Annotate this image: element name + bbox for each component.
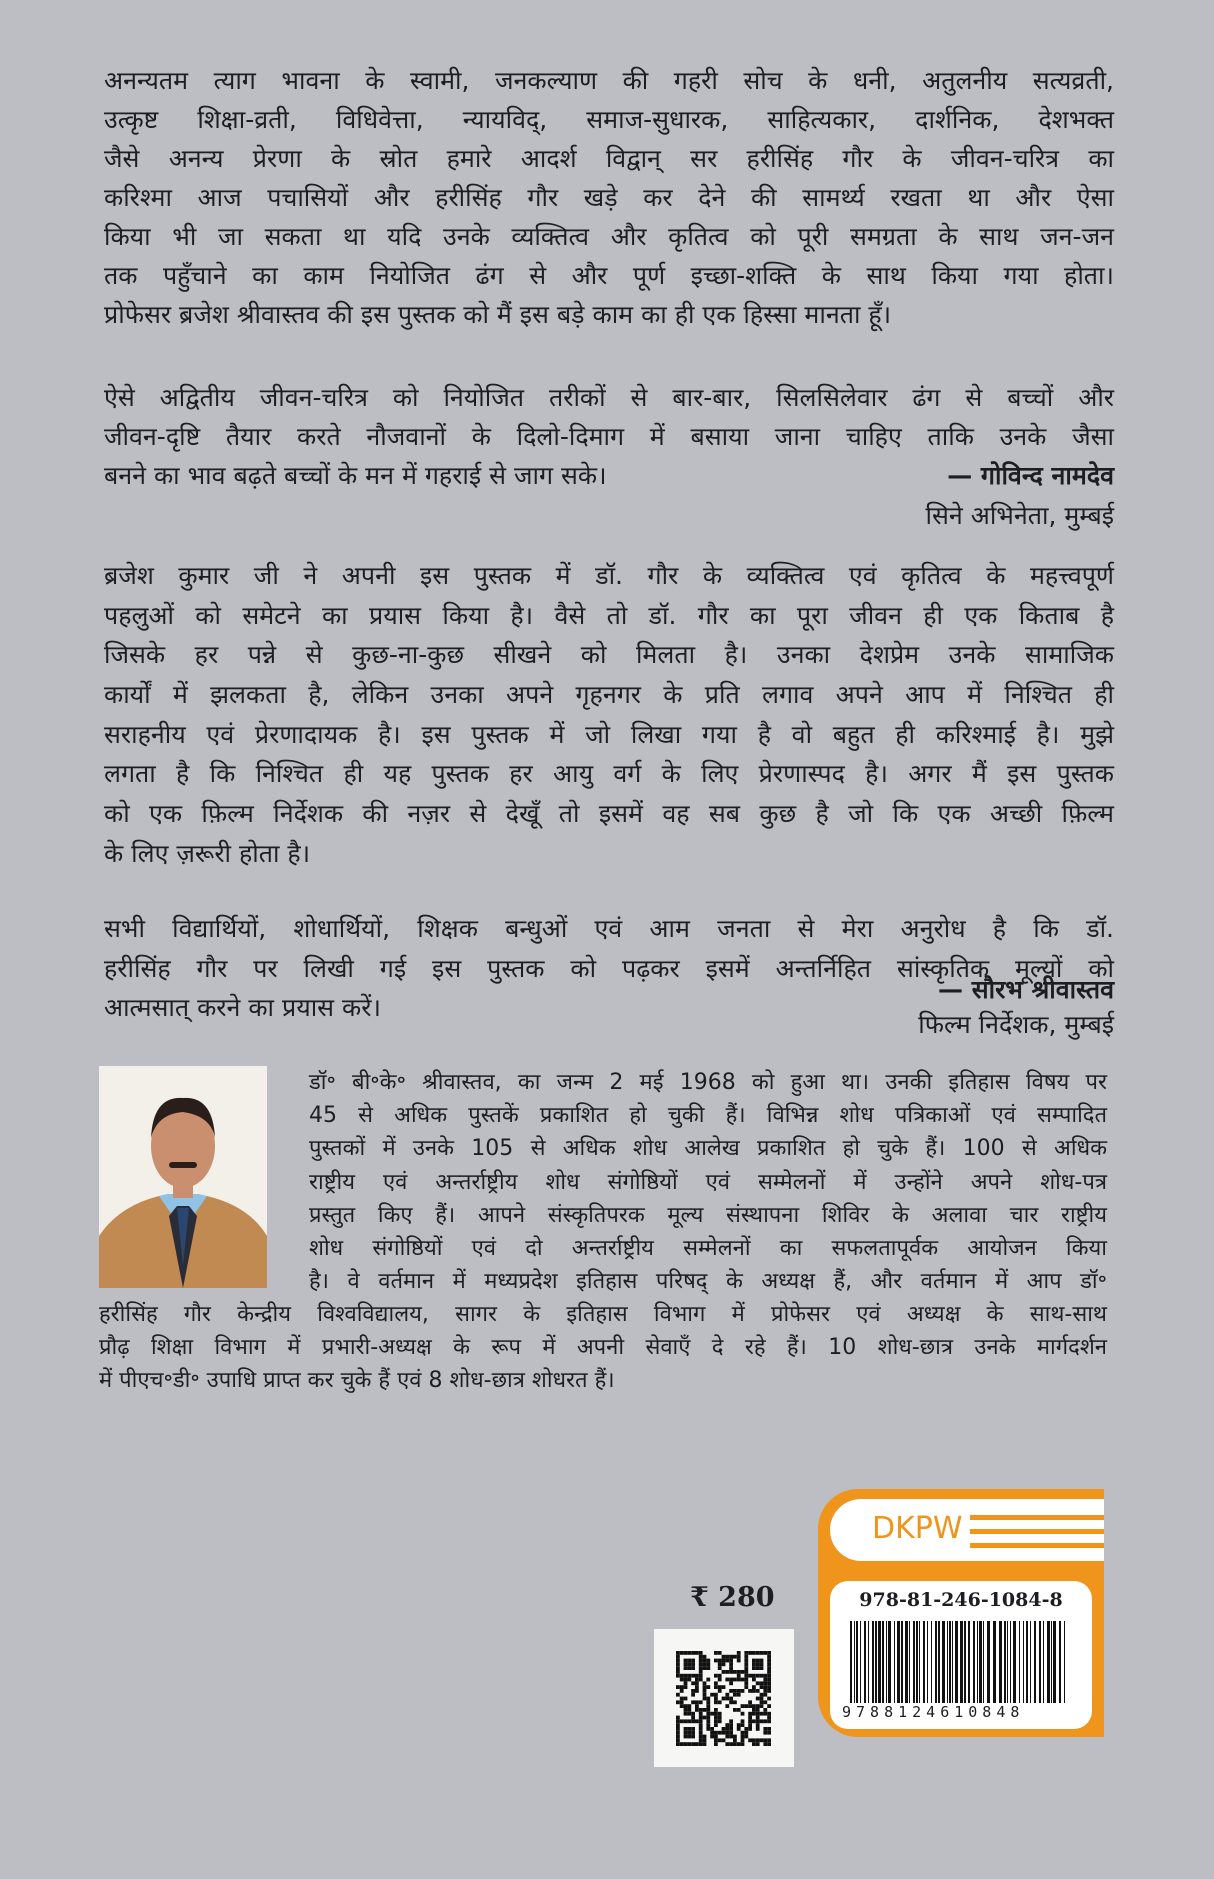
review-2-para-1 xyxy=(104,556,1114,874)
text-line: के लिए ज़रूरी होता है। xyxy=(104,838,311,868)
barcode-bars xyxy=(850,1621,1072,1703)
barcode xyxy=(830,1581,1092,1729)
barcode-digits: 9788124610848 xyxy=(842,1703,1025,1721)
text-line: प्रोफेसर ब्रजेश श्रीवास्तव की इस पुस्तक को मैं इस बड़े काम का ही एक हिस्सा मानता हूँ। xyxy=(104,300,892,329)
text-line: अनन्यतम त्याग भावना के स्वामी, जनकल्याण की गहरी सोच के धनी, अतुलनीय सत्यव्रती, xyxy=(104,66,1114,95)
text-line: को एक फ़िल्म निर्देशक की नज़र से देखूँ तो इसमें वह सब कुछ है जो कि एक अच्छी फ़िल्म xyxy=(104,799,1114,829)
publisher-logo xyxy=(830,1499,1104,1561)
text-line: 45 से अधिक पुस्तकें प्रकाशित हो चुकी हैं। विभिन्न शोध पत्रिकाओं एवं सम्पादित xyxy=(309,1103,1107,1129)
text-line: जीवन-दृष्टि तैयार करते नौजवानों के दिलो-दिमाग में बसाया जाना चाहिए ताकि उनके जैसा xyxy=(104,422,1114,451)
text-line: जिसके हर पन्ने से कुछ-ना-कुछ सीखने को मिलता है। उनका देशप्रेम उनके सामाजिक xyxy=(104,640,1114,670)
text-line: पहलुओं को समेटने का प्रयास किया है। वैसे तो डॉ. गौर का पूरा जीवन ही एक किताब है xyxy=(104,600,1114,630)
text-line: लगता है कि निश्चित ही यह पुस्तक हर आयु वर्ग के लिए प्रेरणास्पद है। अगर मैं इस पुस्तक xyxy=(104,759,1114,789)
logo-line xyxy=(970,1529,1104,1534)
text-line: प्रस्तुत किए हैं। आपने संस्कृतिपरक मूल्य संस्थापना शिविर के अलावा चार राष्ट्रीय xyxy=(309,1202,1107,1228)
text-line: किया भी जा सकता था यदि उनके व्यक्तित्व और कृतित्व को पूरी समग्रता के साथ जन-जन xyxy=(104,222,1114,251)
author-bio-top xyxy=(309,1066,1107,1298)
text-line: सभी विद्यार्थियों, शोधार्थियों, शिक्षक बन्धुओं एवं आम जनता से मेरा अनुरोध है कि डॉ. xyxy=(104,914,1114,943)
review-1-para-1 xyxy=(104,61,1114,334)
text-line: शोध संगोष्ठियों एवं दो अन्तर्राष्ट्रीय सम्मेलनों का सफलतापूर्वक आयोजन किया xyxy=(309,1235,1107,1261)
text-line: ऐसे अद्वितीय जीवन-चरित्र को नियोजित तरीकों से बार-बार, सिलसिलेवार ढंग से बच्चों और xyxy=(104,383,1114,412)
price: ₹ 280 xyxy=(690,1582,775,1613)
review-2-role: फिल्म निर्देशक, मुम्बई xyxy=(918,1010,1114,1039)
text-line: डॉ॰ बी॰के॰ श्रीवास्तव, का जन्म 2 मई 1968 को हुआ था। उनकी इतिहास विषय पर xyxy=(309,1070,1107,1095)
text-line: है। वे वर्तमान में मध्यप्रदेश इतिहास परिषद् के अध्यक्ष हैं, और वर्तमान में आप डॉ॰ xyxy=(309,1269,1107,1295)
text-line: में पीएच॰डी॰ उपाधि प्राप्त कर चुके हैं एवं 8 शोध-छात्र शोधरत हैं। xyxy=(99,1368,615,1394)
text-line: राष्ट्रीय एवं अन्तर्राष्ट्रीय शोध संगोष्ठियों एवं सम्मेलनों में उन्होंने अपने शोध-पत्र xyxy=(309,1169,1107,1195)
review-2-author: — सौरभ श्रीवास्तव xyxy=(937,975,1114,1004)
text-line: प्रौढ़ शिक्षा विभाग में प्रभारी-अध्यक्ष के रूप में अपनी सेवाएँ दे रहे हैं। 10 शोध-छात्र उनके मार्गदर्शन xyxy=(99,1335,1107,1361)
text-line: करिश्मा आज पचासियों और हरीसिंह गौर खड़े कर देने की सामर्थ्य रखता था और ऐसा xyxy=(104,183,1114,212)
text-line: हरीसिंह गौर केन्द्रीय विश्वविद्यालय, सागर के इतिहास विभाग में प्रोफेसर एवं अध्यक्ष के साथ-साथ xyxy=(99,1302,1107,1327)
isbn: 978-81-246-1084-8 xyxy=(859,1589,1063,1611)
qr-code xyxy=(654,1629,794,1767)
text-line: बनने का भाव बढ़ते बच्चों के मन में गहराई से जाग सके। xyxy=(104,461,607,490)
text-line: ब्रजेश कुमार जी ने अपनी इस पुस्तक में डॉ. गौर के व्यक्तित्व एवं कृतित्व के महत्त्वपूर्ण xyxy=(104,561,1114,590)
text-line: हरीसिंह गौर पर लिखी गई इस पुस्तक को पढ़कर इसमें अन्तर्निहित सांस्कृतिक मूल्यों को xyxy=(104,953,1114,983)
text-line: आत्मसात् करने का प्रयास करें। xyxy=(104,993,381,1023)
text-line: उत्कृष्ट शिक्षा-व्रती, विधिवेत्ता, न्यायविद्, समाज-सुधारक, साहित्यकार, दार्शनिक, देशभक्त xyxy=(104,105,1114,134)
text-line: कार्यों में झलकता है, लेकिन उनका अपने गृहनगर के प्रति लगाव अपने आप में निश्चित ही xyxy=(104,680,1114,710)
text-line: जैसे अनन्य प्रेरणा के स्रोत हमारे आदर्श विद्वान् सर हरीसिंह गौर के जीवन-चरित्र का xyxy=(104,144,1114,173)
logo-line xyxy=(970,1515,1104,1520)
author-photo xyxy=(99,1066,267,1288)
review-1-author: — गोविन्द नामदेव xyxy=(947,461,1114,490)
author-bio-bottom xyxy=(99,1298,1107,1398)
review-1-role: सिने अभिनेता, मुम्बई xyxy=(925,501,1114,530)
logo-line xyxy=(970,1543,1104,1548)
text-line: तक पहुँचाने का काम नियोजित ढंग से और पूर्ण इच्छा-शक्ति के साथ किया गया होता। xyxy=(104,261,1114,290)
text-line: पुस्तकों में उनके 105 से अधिक शोध आलेख प्रकाशित हो चुके हैं। 100 से अधिक xyxy=(309,1136,1107,1162)
publisher-logo-text: DKPW xyxy=(872,1511,963,1546)
text-line: सराहनीय एवं प्रेरणादायक है। इस पुस्तक में जो लिखा गया है वो बहुत ही करिश्माई है। मुझे xyxy=(104,719,1114,749)
publisher-isbn-panel xyxy=(818,1489,1104,1737)
